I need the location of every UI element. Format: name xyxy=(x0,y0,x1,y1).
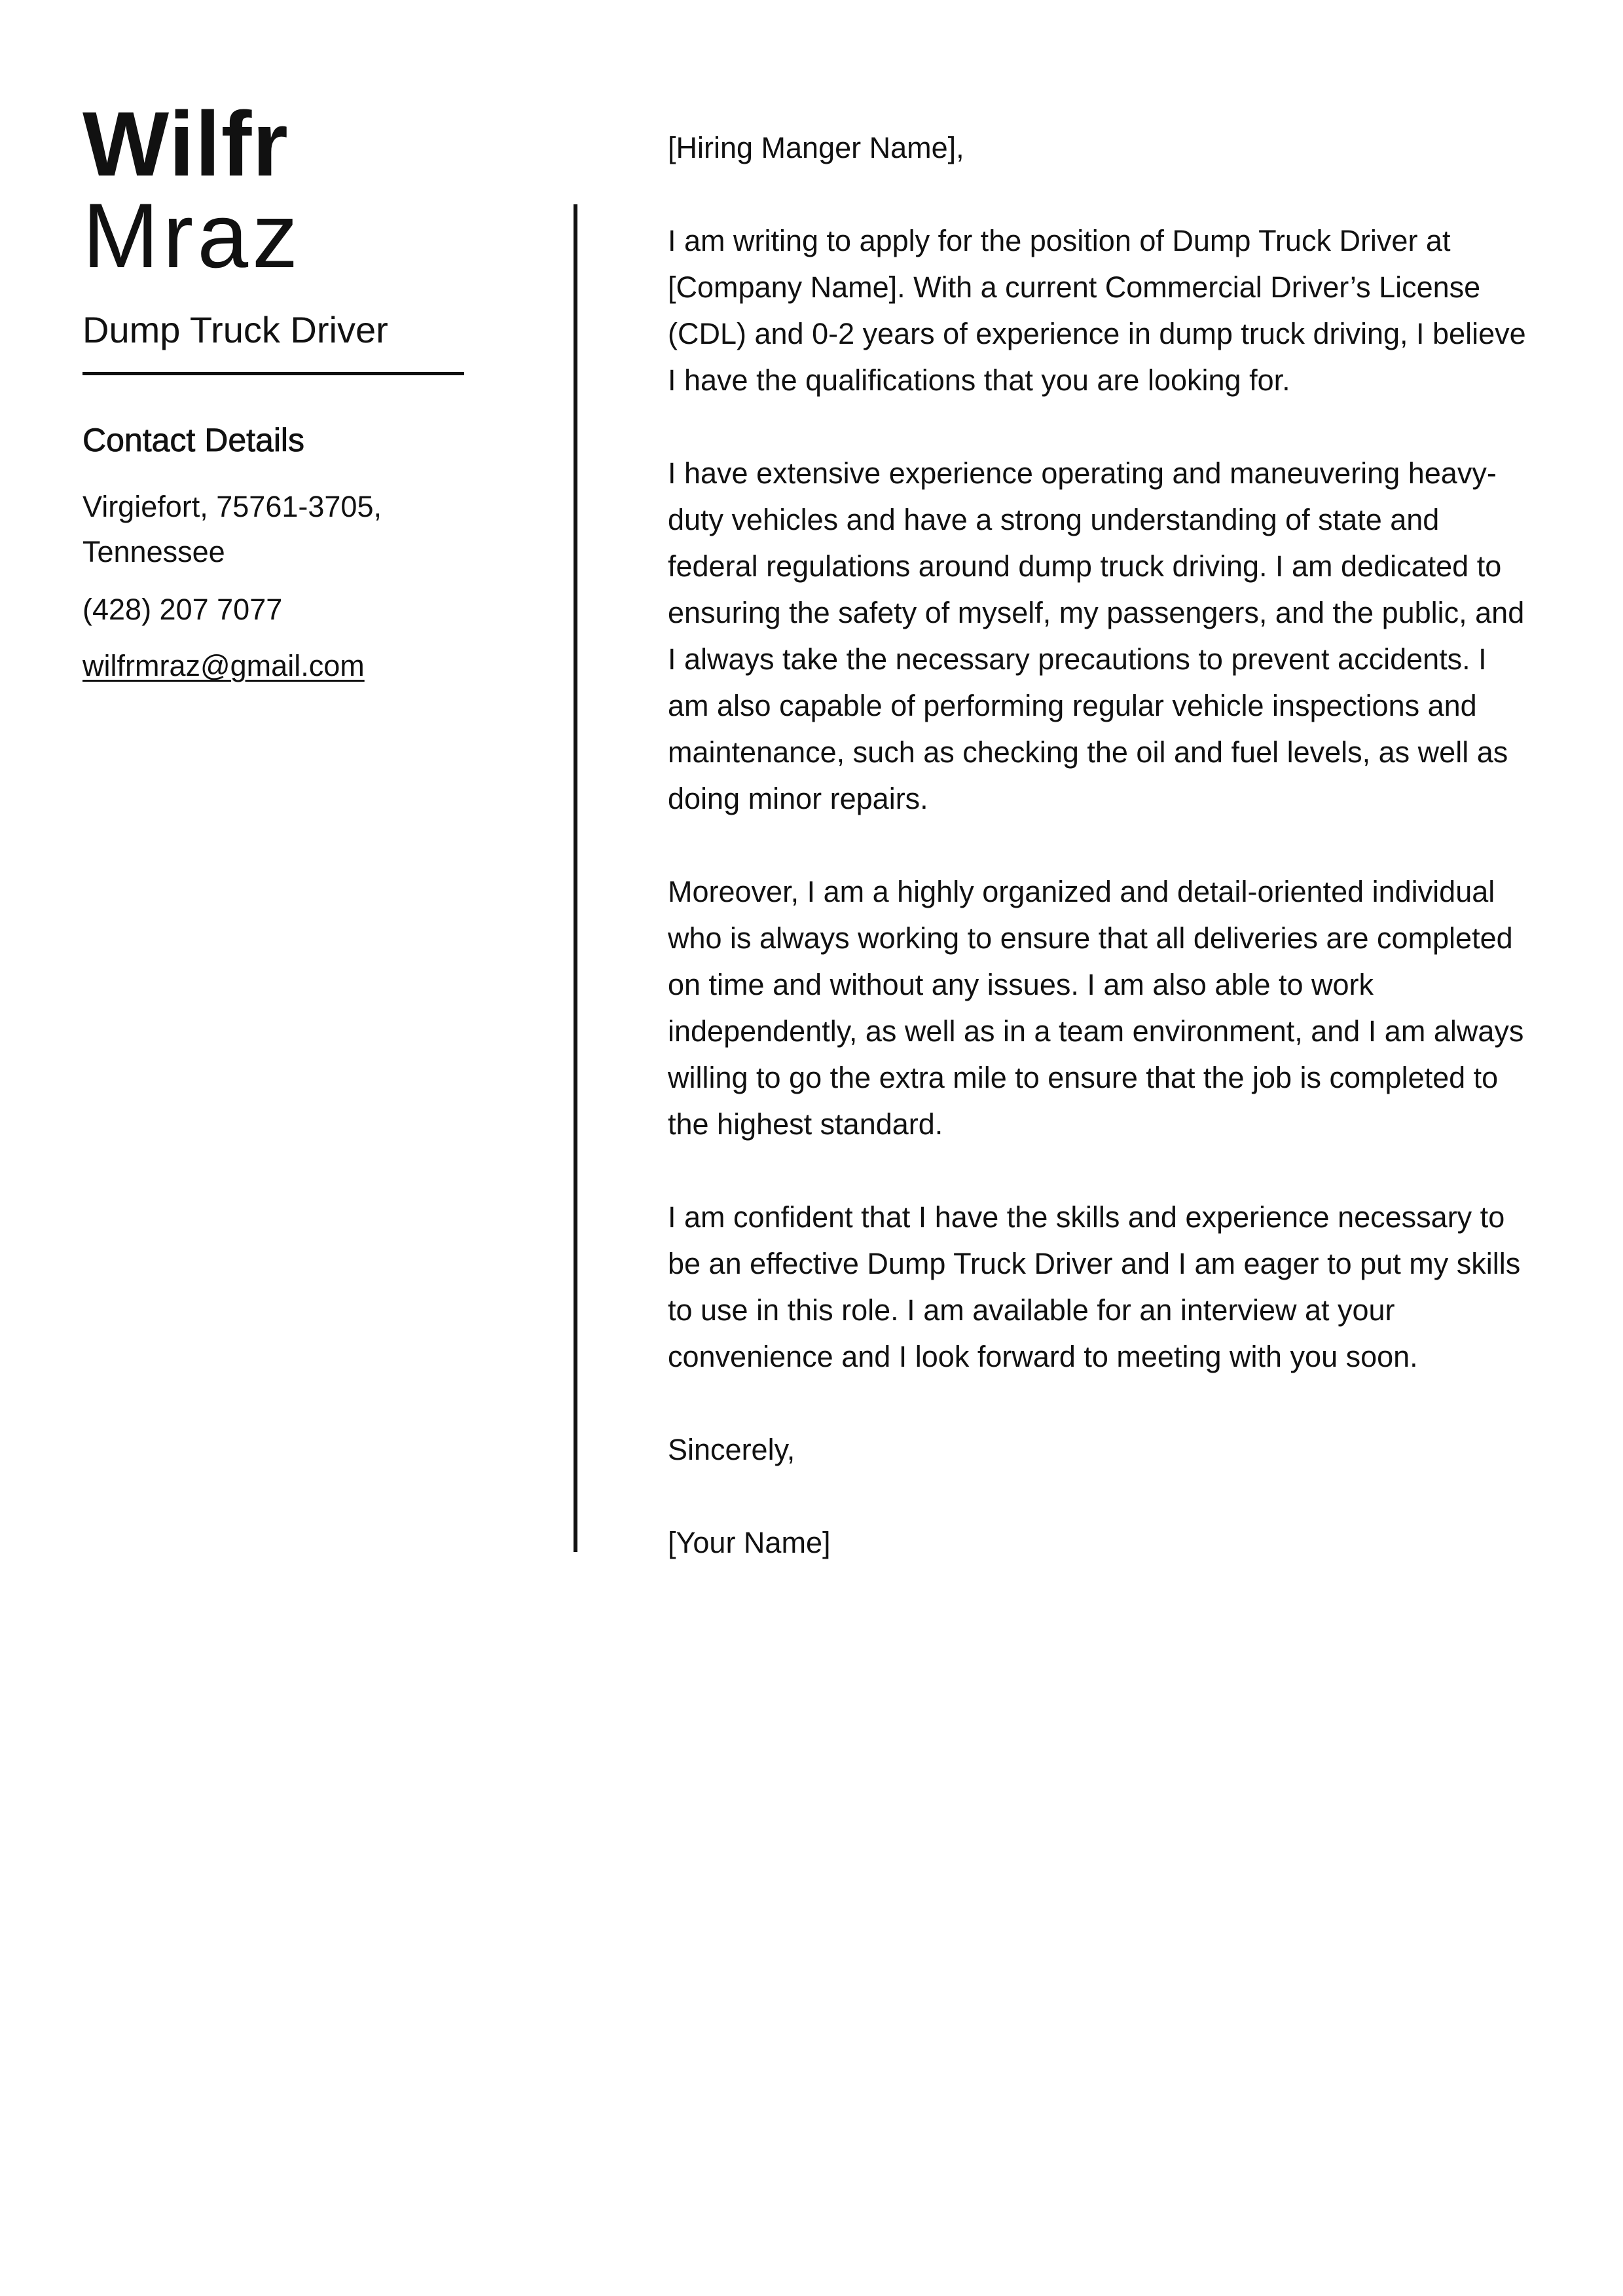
letter-body xyxy=(668,124,1532,1612)
letter-paragraph-3: Moreover, I am a highly organized and detail-oriented individual who is always working to ensure that all deliveries are completed on time and without any issues. I am also able to work independently, as well as in a team environment, and I am always willing to go the extra mile to ensure that the job is completed to the highest standard. xyxy=(668,875,1524,1141)
contact-heading: Contact Details xyxy=(82,422,305,458)
salutation: [Hiring Manger Name], xyxy=(668,131,964,164)
letter-paragraph-4: I am confident that I have the skills and experience necessary to be an effective Dump Truck Driver and I am eager to put my skills to use in this role. I am available for an interview at your convenience and I look forward to meeting with you soon. xyxy=(668,1200,1521,1373)
letter-paragraph-2: I have extensive experience operating and maneuvering heavy-duty vehicles and have a strong understanding of state and federal regulations around dump truck driving. I am dedicated to ensuring the safety of myself, my passengers, and the public, and I always take the necessary precautions to prevent accidents. I am also capable of performing regular vehicle inspections and maintenance, such as checking the oil and fuel levels, as well as doing minor repairs. xyxy=(668,456,1525,815)
contact-email-link[interactable]: wilfrmraz@gmail.com xyxy=(82,649,365,682)
section-divider xyxy=(82,372,464,375)
signature: [Your Name] xyxy=(668,1526,831,1559)
contact-phone: (428) 207 7077 xyxy=(82,593,283,626)
first-name: Wilfr xyxy=(82,92,289,195)
vertical-divider xyxy=(574,204,577,1552)
closing: Sincerely, xyxy=(668,1433,795,1466)
contact-address xyxy=(82,485,488,575)
last-name: Mraz xyxy=(82,184,302,287)
address-line-1: Virgiefort, 75761-3705, xyxy=(82,490,382,523)
job-title: Dump Truck Driver xyxy=(82,309,388,350)
letter-paragraph-1: I am writing to apply for the position of Dump Truck Driver at [Company Name]. With a current Commercial Driver’s License (CDL) and 0-2 years of experience in dump truck driving, I believe I have the qualifications that you are looking for. xyxy=(668,224,1526,397)
address-line-2: Tennessee xyxy=(82,534,225,568)
left-column xyxy=(82,92,475,682)
